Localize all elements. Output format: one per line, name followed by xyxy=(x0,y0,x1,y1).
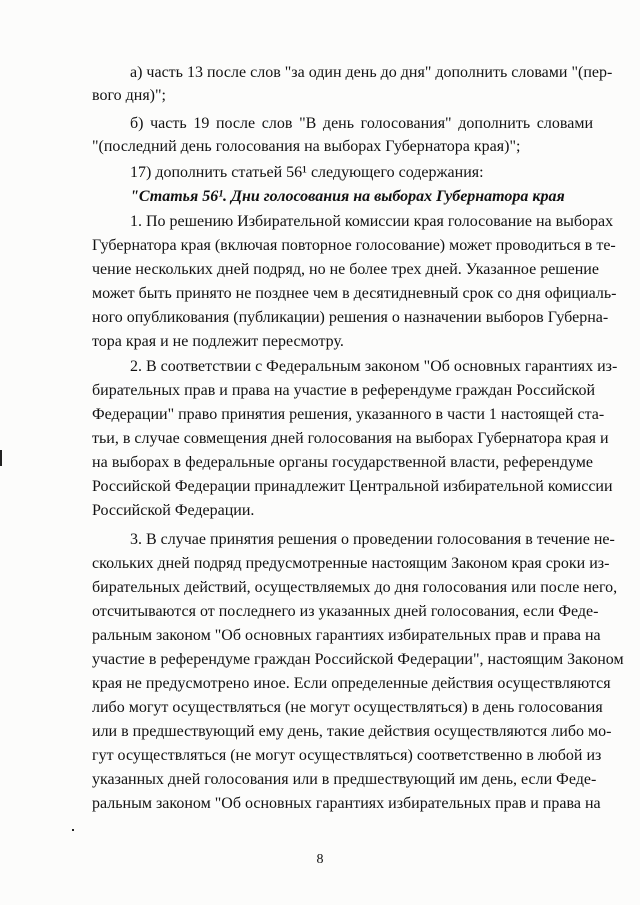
text-line: участие в референдуме граждан Российской Федерации", настоящим Законом xyxy=(92,651,624,668)
scan-edge-mark xyxy=(0,450,2,466)
text-line: ральным законом "Об основных гарантиях избирательных прав и права на xyxy=(92,627,601,644)
text-line: бирательных действий, осуществляемых до дня голосования или после него, xyxy=(92,579,618,596)
text-line: вого дня)"; xyxy=(92,87,166,104)
text-line: б) часть 19 после слов "В день голосования" дополнить словами xyxy=(130,115,593,132)
text-line: края не предусмотрено иное. Если определенные действия осуществляются xyxy=(92,675,611,692)
text-line: скольких дней подряд предусмотренные настоящим Законом края сроки из- xyxy=(92,555,610,572)
scan-speck xyxy=(72,829,74,831)
text-line: тора края и не подлежит пересмотру. xyxy=(92,333,344,350)
text-line: Федерации" право принятия решения, указанного в части 1 настоящей ста- xyxy=(92,406,605,423)
text-line: на выборах в федеральные органы государственной власти, референдуме xyxy=(92,454,593,471)
text-line: 17) дополнить статьей 56¹ следующего содержания: xyxy=(130,164,484,181)
text-line: ного опубликования (публикации) решения о назначении выборов Губерна- xyxy=(92,309,609,326)
text-line: чение нескольких дней подряд, но не более трех дней. Указанное решение xyxy=(92,261,599,278)
text-line: 3. В случае принятия решения о проведении голосования в течение не- xyxy=(130,531,615,548)
text-line: может быть принято не позднее чем в десятидневный срок со дня официаль- xyxy=(92,285,617,302)
text-line: Российской Федерации принадлежит Центральной избирательной комиссии xyxy=(92,478,613,495)
text-line: 1. По решению Избирательной комиссии края голосование на выборах xyxy=(130,213,614,230)
text-line: ральным законом "Об основных гарантиях избирательных прав и права на xyxy=(92,795,601,812)
text-line: гут осуществляться (не могут осуществляться) соответственно в любой из xyxy=(92,747,602,764)
text-line: бирательных прав и права на участие в референдуме граждан Российской xyxy=(92,382,596,399)
text-line: отсчитываются от последнего из указанных дней голосования, если Феде- xyxy=(92,603,599,620)
text-line: а) часть 13 после слов "за один день до дня" дополнить словами "(пер- xyxy=(130,64,613,81)
text-line: Губернатора края (включая повторное голосование) может проводиться в те- xyxy=(92,237,616,254)
text-line: указанных дней голосования или в предшествующий им день, если Феде- xyxy=(92,771,597,788)
text-line: либо могут осуществляться (не могут осуществляться) в день голосования xyxy=(92,699,603,716)
article-heading: "Статья 56¹. Дни голосования на выборах Губернатора края xyxy=(130,188,565,205)
text-line: "(последний день голосования на выборах Губернатора края)"; xyxy=(92,138,521,155)
page-number: 8 xyxy=(316,852,324,867)
text-line: 2. В соответствии с Федеральным законом "Об основных гарантиях из- xyxy=(130,358,618,375)
text-line: или в предшествующий ему день, такие действия осуществляются либо мо- xyxy=(92,723,612,740)
text-line: тьи, в случае совмещения дней голосования на выборах Губернатора края и xyxy=(92,430,609,447)
text-line: Российской Федерации. xyxy=(92,502,255,519)
